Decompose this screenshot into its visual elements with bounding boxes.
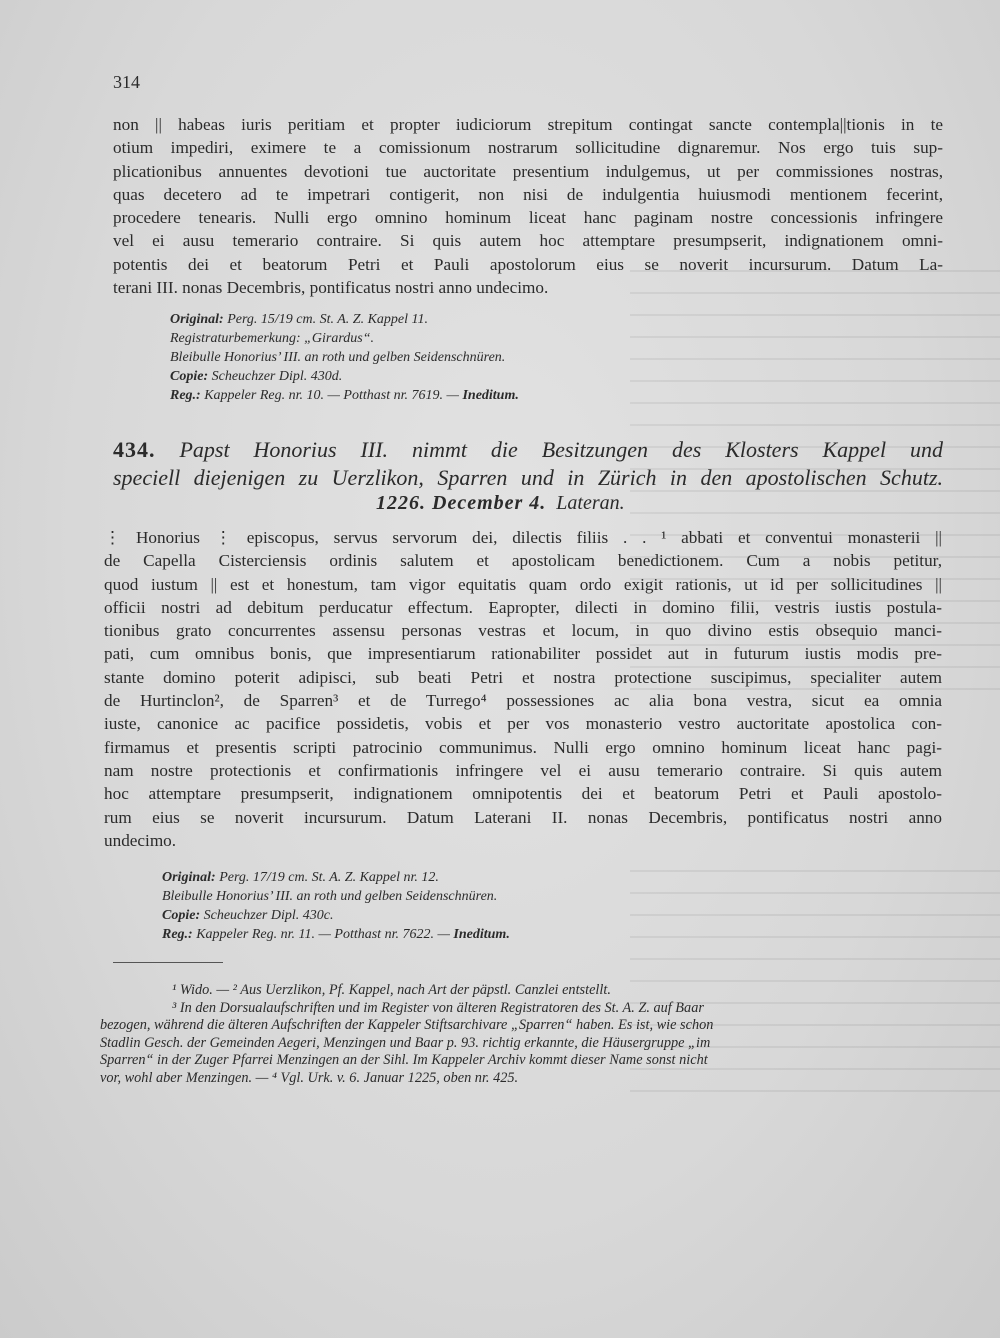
note-reg: Reg.: Kappeler Reg. nr. 10. — Potthast nr. 7619. — Ineditum.: [170, 388, 519, 403]
document-number: 434.: [113, 437, 156, 462]
text-line: stante domino poterit adipisci, sub beati Petri et nostra protectione suscipimus, specialiter autem: [104, 667, 942, 687]
heading-line: 434. Papst Honorius III. nimmt die Besitzungen des Klosters Kappel und: [113, 437, 943, 462]
text-line: officii nostri ad debitum perducatur effectum. Eapropter, dilecti in domino filii, vestris iustis postula-: [104, 597, 942, 617]
text-line: hoc attemptare presumpserit, indignationem omnipotentis dei et beatorum Petri et Pauli apostolo-: [104, 784, 942, 804]
text-line: plicationibus annuentes devotioni tue auctoritate presentium indulgemus, ut per commissiones nostras,: [113, 161, 943, 181]
document-434-text: [104, 526, 942, 852]
document-434-heading: [113, 436, 943, 492]
text-line: tionibus grato concurrentes assensu personas vestras et locum, in quo divino estis obsequio manci-: [104, 621, 942, 641]
text-line: pati, cum omnibus bonis, que impresentiarum rationabiliter possidet aut in futurum iustis modis pre-: [104, 644, 942, 664]
text-line: firmamus et presentis scripti patrocinio communimus. Nulli ergo omnino hominum liceat hanc pagi-: [104, 737, 942, 757]
text-line: otium impediri, eximere te a comissionum nostrarum sollicitudine dignaremur. Nos ergo tuis sup-: [113, 138, 943, 158]
text-line: terani III. nonas Decembris, pontificatus nostri anno undecimo.: [113, 278, 549, 298]
footnote-line: Sparren“ in der Zuger Pfarrei Menzingen an der Sihl. Im Kappeler Archiv kommt dieser Name sonst nicht: [100, 1052, 708, 1069]
note-copie: Copie: Scheuchzer Dipl. 430d.: [170, 369, 343, 384]
footnote-line: bezogen, während die älteren Aufschriften der Kappeler Stiftsarchivare „Sparren“ haben. Es ist, wie schon: [100, 1017, 714, 1034]
date: 1226. December 4.: [376, 492, 547, 514]
footnote-line: Stadlin Gesch. der Gemeinden Aegeri, Menzingen und Baar p. 93. richtig erkannte, die Häusergruppe „im: [100, 1034, 711, 1051]
text-line: nam nostre protectionis et confirmationis infringere vel ei ausu temerario contraire. Si quis autem: [104, 760, 942, 780]
text-line: rum eius se noverit incursurum. Datum Laterani II. nonas Decembris, pontificatus nostri anno: [104, 807, 942, 827]
text-line: procedere tenearis. Nulli ergo omnino hominum liceat hanc paginam nostre concessionis infringere: [113, 208, 943, 228]
note-copie: Copie: Scheuchzer Dipl. 430c.: [162, 908, 334, 923]
text-line: undecimo.: [104, 830, 177, 850]
footnotes: [100, 982, 940, 1088]
footnote-divider: [113, 962, 223, 963]
footnote-line: ¹ Wido. — ² Aus Uerzlikon, Pf. Kappel, nach Art der päpstl. Canzlei entstellt.: [172, 982, 611, 998]
text-line: non || habeas iuris peritiam et propter iudiciorum strepitum contingat sancte contempla||tionis in te: [113, 115, 943, 134]
text-line: de Capella Cisterciensis ordinis salutem et apostolicam benedictionem. Cum a nobis petitur,: [104, 551, 942, 571]
note-seal: Bleibulle Honorius’ III. an roth und gelben Seidenschnüren.: [170, 350, 506, 365]
heading-line: speciell diejenigen zu Uerzlikon, Sparren und in Zürich in den apostolischen Schutz.: [113, 465, 943, 490]
note-original: Original: Perg. 17/19 cm. St. A. Z. Kappel nr. 12.: [162, 870, 439, 885]
note-seal: Bleibulle Honorius’ III. an roth und gelben Seidenschnüren.: [162, 889, 498, 904]
text-line: potentis dei et beatorum Petri et Pauli apostolorum eius se noverit incursurum. Datum La-: [113, 254, 943, 274]
note-reg: Reg.: Kappeler Reg. nr. 11. — Potthast nr. 7622. — Ineditum.: [162, 927, 510, 942]
text-line: quod iustum || est et honestum, tam vigor equitatis quam ordo exigit rationis, ut id per sollicitudines ||: [104, 574, 942, 594]
note-registratur: Registraturbemerkung: „Girardus“.: [170, 331, 375, 346]
footnote-line: ³ In den Dorsualaufschriften und im Register von älteren Registratoren des St. A. Z. auf Baar: [172, 999, 704, 1016]
text-line: de Hurtinclon², de Sparren³ et de Turrego⁴ possessiones ac alia bona vestra, sicut ea omnia: [104, 691, 942, 711]
place: Lateran.: [556, 492, 625, 514]
text-line: vel ei ausu temerario contraire. Si quis autem hoc attemptare presumpserit, indignationem omni-: [113, 231, 943, 251]
document-433-notes: [170, 310, 519, 405]
document-434-notes: [162, 868, 510, 944]
text-line: quas decetero ad te impetrari contigerit, non nisi de indulgentia huiusmodi mentionem fecerint,: [113, 184, 943, 204]
footnote-line: vor, wohl aber Menzingen. — ⁴ Vgl. Urk. v. 6. Januar 1225, oben nr. 425.: [100, 1069, 519, 1086]
document-434-dateline: [376, 492, 625, 515]
text-line: iuste, canonice ac pacifice possidetis, vobis et per vos monasterio vestro auctoritate apostolica con-: [104, 714, 942, 734]
document-433-text: [113, 113, 943, 299]
page-number: 314: [113, 72, 140, 92]
text-line: ⋮ Honorius ⋮ episcopus, servus servorum dei, dilectis filiis . . ¹ abbati et conventui monasterii ||: [104, 528, 942, 547]
note-original: Original: Perg. 15/19 cm. St. A. Z. Kappel 11.: [170, 312, 428, 327]
